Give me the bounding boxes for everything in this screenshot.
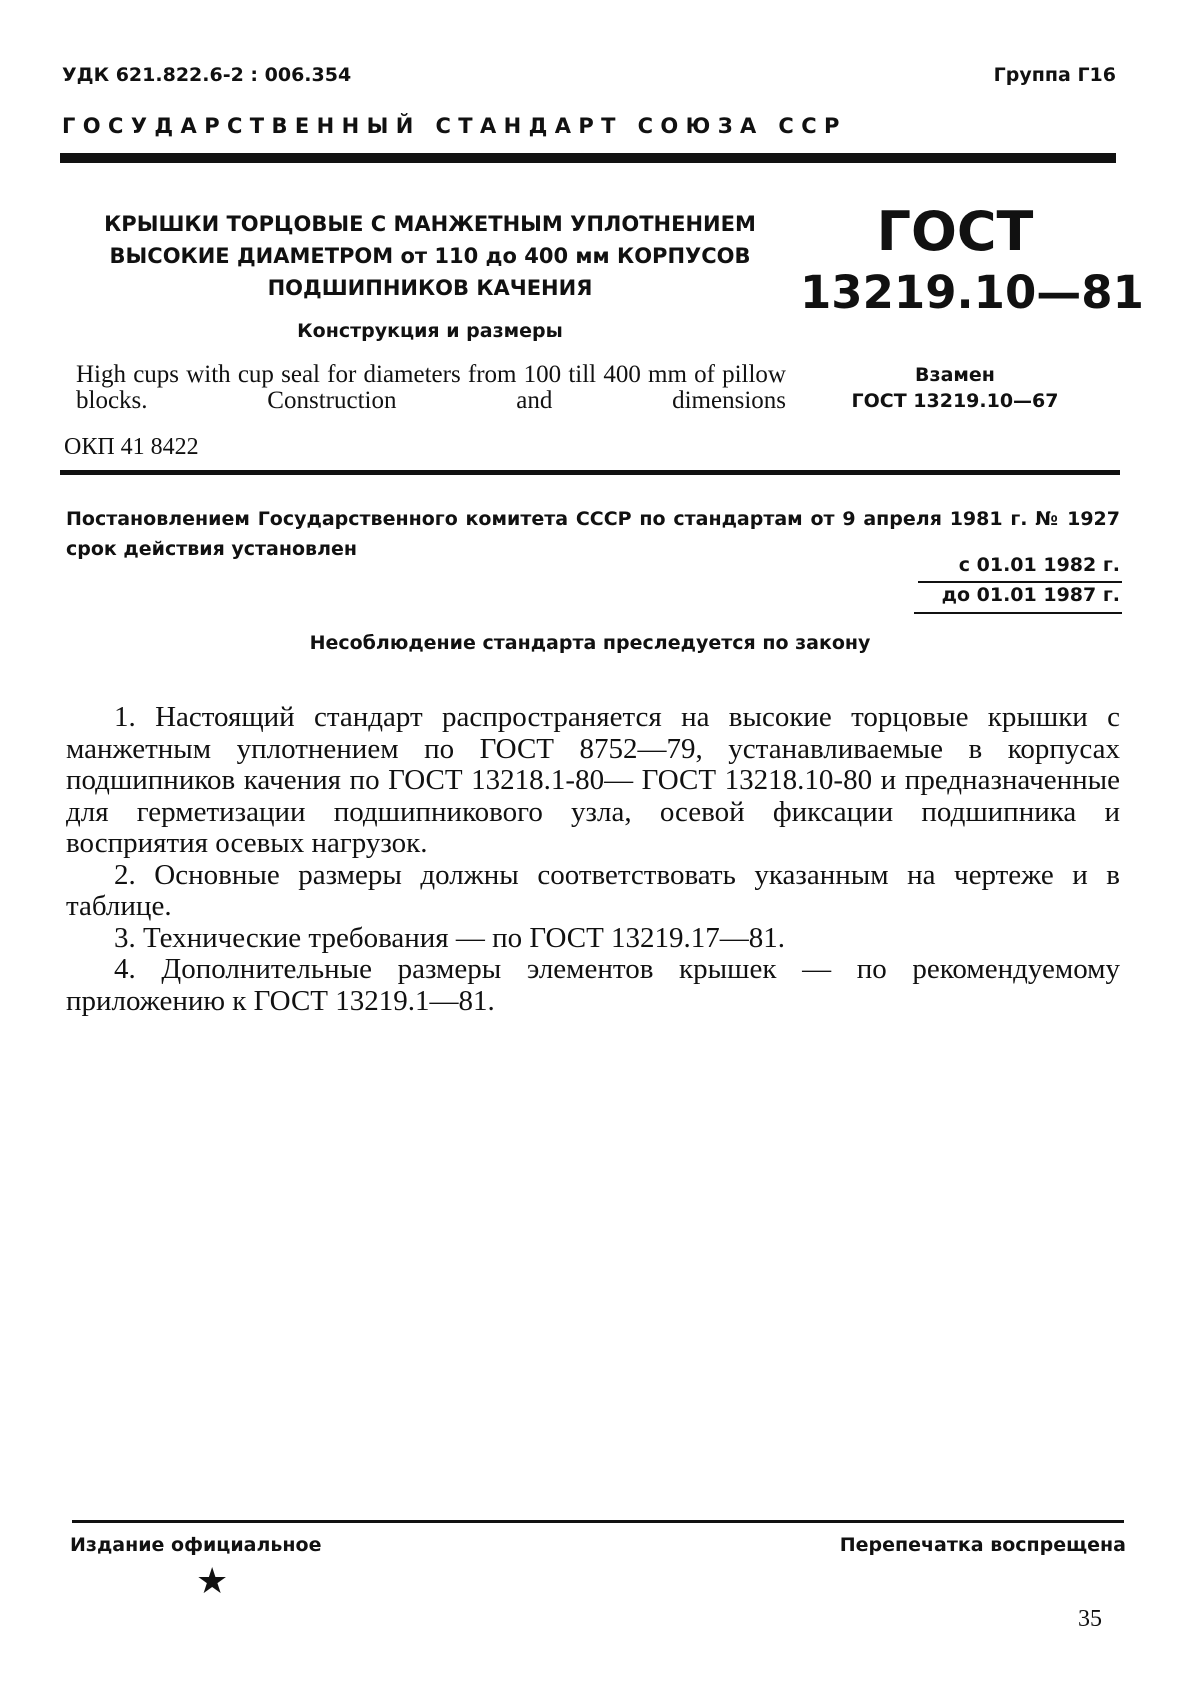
state-standard-heading: ГОСУДАРСТВЕННЫЙ СТАНДАРТ СОЮЗА ССР xyxy=(62,114,847,138)
reprint-notice: Перепечатка воспрещена xyxy=(839,1534,1126,1556)
edition-label: Издание официальное xyxy=(70,1534,322,1556)
replaces-value: ГОСТ 13219.10—67 xyxy=(851,390,1059,412)
english-title: High cups with cup seal for diameters from 100 till 400 mm of pillow blocks. Construction and dimensions xyxy=(76,361,786,414)
udk-code: УДК 621.822.6-2 : 006.354 xyxy=(62,64,352,86)
replaces-label: Взамен xyxy=(915,364,995,386)
body-paragraph: 2. Основные размеры должны соответствовать указанным на чертеже и в таблице. xyxy=(66,858,1120,922)
document-title: КРЫШКИ ТОРЦОВЫЕ С МАНЖЕТНЫМ УПЛОТНЕНИЕМ ВЫСОКИЕ ДИАМЕТРОМ от 110 до 400 мм КОРПУСОВ ПОДШИПНИКОВ КАЧЕНИЯ xyxy=(104,212,756,300)
body-text xyxy=(66,702,1120,1017)
gost-number: 13219.10—81 xyxy=(800,266,1144,319)
body-paragraph: 4. Дополнительные размеры элементов крышек — по рекомендуемому приложению к ГОСТ 13219.1—81. xyxy=(66,953,1120,1017)
group-code: Группа Г16 xyxy=(993,64,1116,86)
legal-warning: Несоблюдение стандарта преследуется по закону xyxy=(309,632,871,654)
decree-text: Постановлением Государственного комитета СССР по стандартам от 9 апреля 1981 г. № 1927 срок действия установлен xyxy=(66,508,1120,560)
top-rule xyxy=(60,153,1116,163)
valid-to-date: до 01.01 1987 г. xyxy=(941,584,1120,606)
document-subtitle: Конструкция и размеры xyxy=(297,320,563,342)
body-paragraph: 1. Настоящий стандарт распространяется на высокие торцовые крышки с манжетным уплотнением по ГОСТ 8752—79, устанавливаемые в корпусах подшипников качения по ГОСТ 13218.1-80— ГОСТ 13218.10-80 и предназначенные для герметизации подшипникового узла, осевой фиксации подшипника и восприятия осевых нагрузок. xyxy=(66,701,1120,859)
valid-from-date: с 01.01 1982 г. xyxy=(958,554,1120,576)
gost-label: ГОСТ xyxy=(876,200,1034,263)
body-paragraph: 3. Технические требования — по ГОСТ 13219.17—81. xyxy=(114,921,786,954)
star-icon: ★ xyxy=(196,1561,229,1602)
bottom-rule xyxy=(72,1520,1124,1523)
valid-to-underline xyxy=(914,612,1122,614)
page-number: 35 xyxy=(1078,1606,1102,1632)
middle-rule xyxy=(60,470,1120,475)
valid-from-underline xyxy=(918,581,1122,583)
okp-code: ОКП 41 8422 xyxy=(64,434,199,460)
